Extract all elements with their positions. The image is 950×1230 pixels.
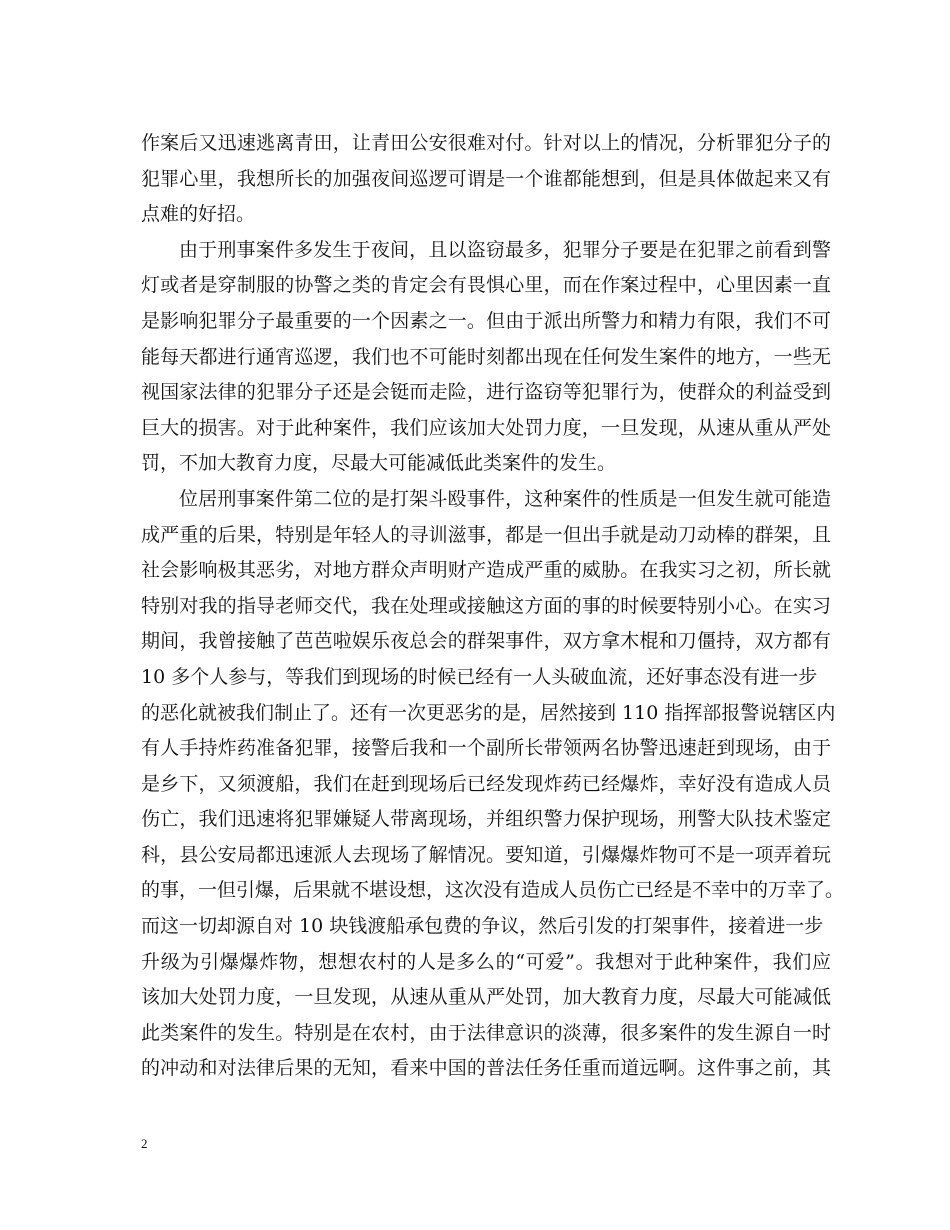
text-line: 巨大的损害。对于此种案件，我们应该加大处罚力度，一旦发现，从速从重从严处 xyxy=(141,416,831,439)
text-line: 视国家法律的犯罪分子还是会铤而走险，进行盗窃等犯罪行为，使群众的利益受到 xyxy=(141,381,831,404)
text-line: 犯罪心里，我想所长的加强夜间巡逻可谓是一个谁都能想到，但是具体做起来又有 xyxy=(141,167,831,190)
text-line: 此类案件的发生。特别是在农村，由于法律意识的淡薄，很多案件的发生源自一时 xyxy=(141,1021,831,1044)
text-line: 是影响犯罪分子最重要的一个因素之一。但由于派出所警力和精力有限，我们不可 xyxy=(141,309,831,332)
text-line: 10 多个人参与，等我们到现场的时候已经有一人头破血流，还好事态没有进一步 xyxy=(141,665,818,688)
body-text xyxy=(141,126,845,1087)
text-line: 而这一切却源自对 10 块钱渡船承包费的争议，然后引发的打架事件，接着进一步 xyxy=(141,915,824,938)
text-line: 罚，不加大教育力度，尽最大可能减低此类案件的发生。 xyxy=(141,452,617,475)
text-line: 位居刑事案件第二位的是打架斗殴事件，这种案件的性质是一但发生就可能造 xyxy=(179,487,831,510)
text-line: 作案后又迅速逃离青田，让青田公安很难对付。针对以上的情况，分析罪犯分子的 xyxy=(141,132,831,154)
text-line: 升级为引爆爆炸物，想想农村的人是多么的“可爱”。我想对于此种案件，我们应 xyxy=(141,950,831,973)
text-line: 特别对我的指导老师交代，我在处理或接触这方面的事的时候要特别小心。在实习 xyxy=(141,594,831,617)
text-line: 能每天都进行通宵巡逻，我们也不可能时刻都出现在任何发生案件的地方，一些无 xyxy=(141,345,831,368)
text-line: 科，县公安局都迅速派人去现场了解情况。要知道，引爆爆炸物可不是一项弄着玩 xyxy=(141,843,831,866)
text-line: 的恶化就被我们制止了。还有一次更恶劣的是，居然接到 110 指挥部报警说辖区内 xyxy=(141,701,836,724)
text-line: 的冲动和对法律后果的无知，看来中国的普法任务任重而道远啊。这件事之前，其 xyxy=(141,1057,831,1080)
text-line: 期间，我曾接触了芭芭啦娱乐夜总会的群架事件，双方拿木棍和刀僵持，双方都有 xyxy=(141,630,831,653)
text-line: 伤亡，我们迅速将犯罪嫌疑人带离现场，并组织警力保护现场，刑警大队技术鉴定 xyxy=(141,808,831,831)
text-line: 由于刑事案件多发生于夜间，且以盗窃最多，犯罪分子要是在犯罪之前看到警 xyxy=(179,238,831,261)
text-line: 该加大处罚力度，一旦发现，从速从重从严处罚，加大教育力度，尽最大可能减低 xyxy=(141,986,831,1009)
text-line: 点难的好招。 xyxy=(141,203,256,226)
text-line: 社会影响极其恶劣，对地方群众声明财产造成严重的威胁。在我实习之初，所长就 xyxy=(141,559,831,582)
text-line: 的事，一但引爆，后果就不堪设想，这次没有造成人员伤亡已经是不幸中的万幸了。 xyxy=(141,879,845,902)
text-line: 成严重的后果，特别是年轻人的寻训滋事，都是一但出手就是动刀动棒的群架，且 xyxy=(141,523,831,546)
text-line: 是乡下，又须渡船，我们在赶到现场后已经发现炸药已经爆炸，幸好没有造成人员 xyxy=(141,772,831,795)
page-number: 2 xyxy=(141,1136,148,1151)
text-line: 有人手持炸药准备犯罪，接警后我和一个副所长带领两名协警迅速赶到现场，由于 xyxy=(141,737,831,760)
text-line: 灯或者是穿制服的协警之类的肯定会有畏惧心里，而在作案过程中，心里因素一直 xyxy=(141,274,831,297)
